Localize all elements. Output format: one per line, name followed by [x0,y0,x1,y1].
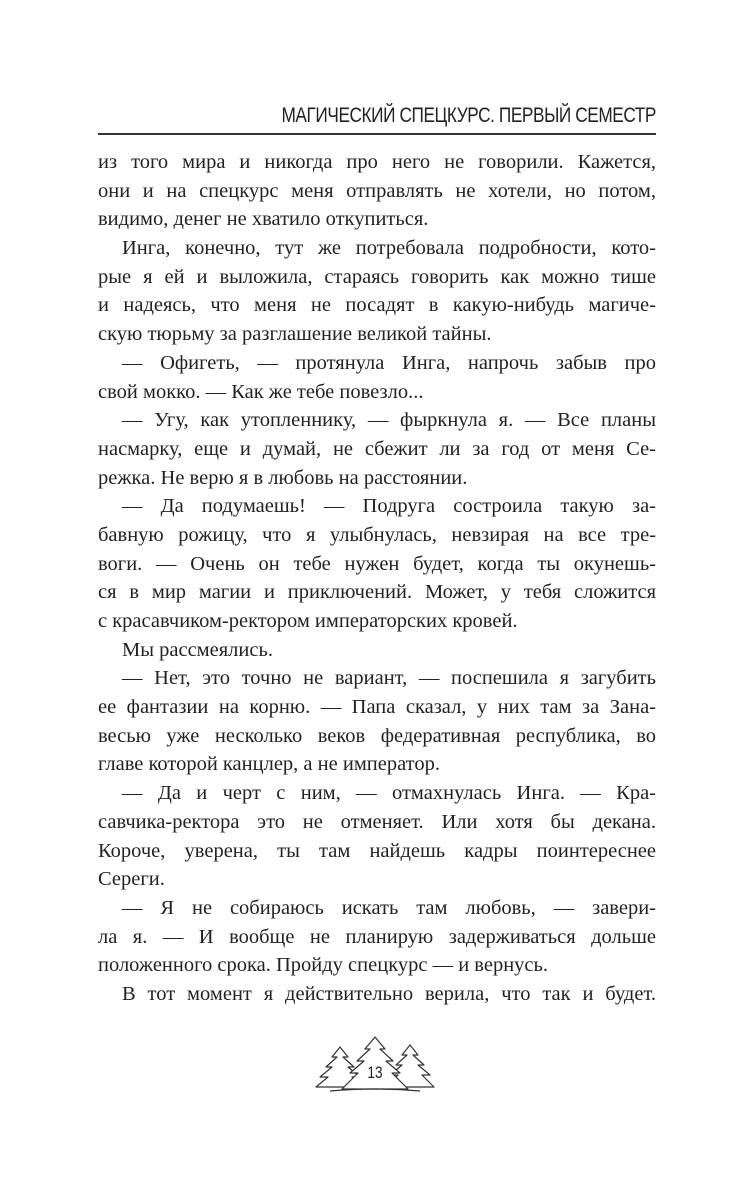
text-line: свой мокко. — Как же тебе повезло... [98,380,424,403]
page-body-text [98,148,656,1009]
text-line: — Да подумаешь! — Подруга состроила такую за- [122,495,656,518]
page-number: 13 [367,1063,383,1082]
text-line: савчика-ректора это не отменяет. Или хотя бы декана. [98,810,656,833]
text-line: насмарку, еще и думай, не сбежит ли за год от меня Се- [98,437,656,460]
running-head: МАГИЧЕСКИЙ СПЕЦКУРС. ПЕРВЫЙ СЕМЕСТР [281,104,656,127]
text-line: режка. Не верю я в любовь на расстоянии. [98,466,468,489]
text-line: — Нет, это точно не вариант, — поспешила я загубить [122,667,656,690]
text-line: Инга, конечно, тут же потребовала подробности, кото- [122,237,656,260]
text-line: Короче, уверена, ты там найдешь кадры поинтереснее [98,839,656,862]
text-line: Сереги. [98,868,165,891]
text-line: — Офигеть, — протянула Инга, напрочь забыв про [122,351,656,374]
text-line: — Угу, как утопленнику, — фыркнула я. — Все планы [122,409,656,432]
text-line: из того мира и никогда про него не говорили. Кажется, [98,151,656,173]
text-line: они и на спецкурс меня отправлять не хотели, но потом, [98,179,656,202]
text-line: скую тюрьму за разглашение великой тайны. [98,323,492,346]
text-line: весью уже несколько веков федеративная республика, во [98,724,656,747]
text-line: ся в мир магии и приключений. Может, у тебя сложится [98,581,656,604]
text-line: ее фантазии на корню. — Папа сказал, у них там за Зана- [98,696,656,719]
text-line: видимо, денег не хватило откупиться. [98,208,429,231]
page-folio [310,1035,440,1095]
text-line: положенного срока. Пройду спецкурс — и вернусь. [98,954,549,977]
text-line: с красавчиком-ректором императорских кровей. [98,610,518,632]
header-rule [98,133,656,135]
text-line: ла я. — И вообще не планирую задерживаться дольше [98,925,656,948]
text-line: Мы рассмеялись. [122,638,273,661]
text-line: — Да и черт с ним, — отмахнулась Инга. — Кра- [122,782,656,805]
text-line: бавную рожицу, что я улыбнулась, невзирая на все тре- [98,523,656,546]
text-line: рые я ей и выложила, стараясь говорить как можно тише [98,265,656,288]
text-line: главе которой канцлер, а не император. [98,753,440,776]
text-line: В тот момент я действительно верила, что так и будет. [122,982,656,1005]
text-line: воги. — Очень он тебе нужен будет, когда ты окунешь- [98,552,656,575]
text-line: — Я не собираюсь искать там любовь, — завери- [122,896,656,919]
text-line: и надеясь, что меня не посадят в какую-нибудь магиче- [98,294,656,317]
